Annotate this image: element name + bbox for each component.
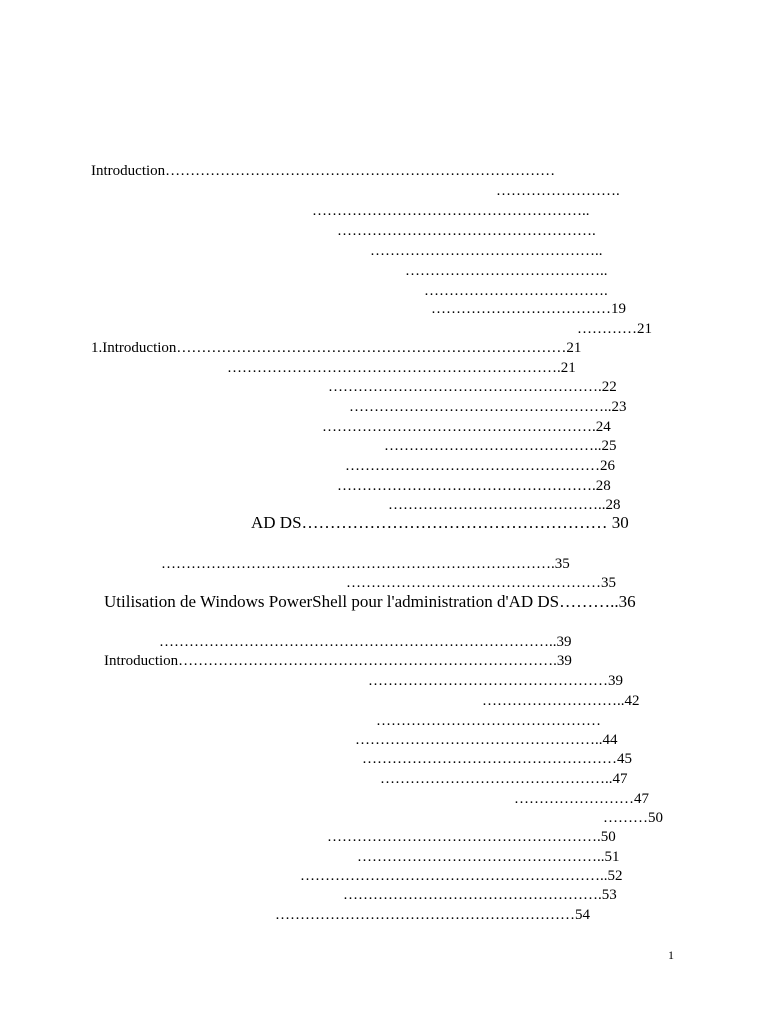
toc-entry-36	[343, 886, 617, 904]
toc-entry-leader: ……………………………………………….	[327, 829, 601, 845]
toc-entry-page: 35	[554, 556, 570, 572]
toc-entry-24	[104, 652, 572, 670]
toc-entry-label: Introduction	[91, 163, 166, 179]
toc-entry-page: 39	[556, 653, 572, 669]
toc-entry-35	[300, 867, 623, 885]
toc-entry-leader: ……………………………………………….	[322, 419, 596, 435]
toc-entry-leader: ……………………………………..	[384, 438, 602, 454]
toc-entry-page: 53	[601, 887, 617, 903]
toc-entry-page: 39	[608, 673, 623, 689]
toc-entry-leader: ………………………………………………..	[312, 203, 590, 219]
toc-entry-page: 39	[556, 634, 572, 650]
toc-entry-30	[380, 770, 628, 788]
toc-entry-19	[251, 514, 629, 532]
toc-entry-leader: ……………………………………..	[388, 497, 606, 513]
toc-entry-12	[328, 378, 617, 396]
toc-entry-page: 19	[611, 301, 626, 317]
toc-entry-leader: …………………………………………	[368, 673, 608, 689]
toc-entry-leader: ………………………………	[431, 301, 611, 317]
toc-entry-page: 30	[611, 513, 629, 532]
toc-entry-page: 54	[575, 907, 590, 923]
toc-entry-leader: ……………………………………………	[345, 458, 600, 474]
toc-entry-8	[431, 300, 626, 318]
toc-entry-leader: …………………………………………….	[343, 887, 602, 903]
toc-entry-leader: ……………………………………………………………………..	[159, 634, 557, 650]
toc-entry-label: Utilisation de Windows PowerShell pour l'administration d'AD DS	[104, 592, 560, 611]
toc-entry-leader: ………………………………………………………….	[227, 360, 561, 376]
toc-entry-leader: ……………………………….	[424, 283, 608, 299]
toc-entry-11	[227, 359, 576, 377]
toc-entry-page: 50	[648, 810, 663, 826]
toc-entry-18	[388, 496, 621, 514]
toc-entry-34	[357, 848, 620, 866]
toc-entry-28	[355, 731, 618, 749]
toc-entry-page: 21	[637, 321, 652, 337]
toc-entry-33	[327, 828, 616, 846]
toc-entry-label: Introduction	[104, 653, 179, 669]
toc-entry-25	[368, 672, 623, 690]
toc-entry-page: 35	[601, 575, 616, 591]
toc-entry-label: AD DS	[251, 513, 302, 532]
toc-entry-10	[91, 339, 581, 357]
toc-entry-page: 42	[624, 693, 640, 709]
toc-entry-17	[337, 477, 611, 495]
toc-entry-leader: ……………………………………………………	[275, 907, 575, 923]
toc-entry-leader: …………………………………………….	[337, 223, 596, 239]
toc-entry-16	[345, 457, 615, 475]
toc-entry-leader: ………………………………………………	[301, 513, 612, 532]
toc-entry-26	[482, 692, 640, 710]
toc-entry-leader: ……………………………………………	[346, 575, 601, 591]
toc-entry-leader: …………	[577, 321, 637, 337]
toc-entry-leader: ………………………..	[482, 693, 625, 709]
toc-entry-page: 22	[601, 379, 617, 395]
toc-entry-leader: ……………………………………………………………………	[165, 163, 556, 179]
toc-entry-15	[384, 437, 617, 455]
toc-entry-page: 23	[611, 399, 627, 415]
toc-entry-page: 28	[595, 478, 611, 494]
toc-entry-leader: ……………………………………………..	[349, 399, 612, 415]
toc-entry-31	[514, 790, 649, 808]
toc-entry-32	[603, 809, 663, 827]
toc-entry-page: 28	[605, 497, 621, 513]
toc-entry-6	[405, 262, 608, 280]
toc-entry-27	[376, 712, 601, 730]
toc-entry-37	[275, 906, 590, 924]
toc-entry-2	[496, 182, 620, 200]
toc-entry-leader: …………………………………………..	[355, 732, 603, 748]
toc-entry-5	[370, 242, 603, 260]
toc-entry-page: 50	[600, 829, 616, 845]
toc-entry-9	[577, 320, 652, 338]
toc-entry-page: 26	[600, 458, 615, 474]
toc-entry-14	[322, 418, 611, 436]
toc-entry-page: 47	[634, 791, 649, 807]
toc-entry-leader: …………………………………………….	[337, 478, 596, 494]
toc-entry-leader: …………………………………………………………………….	[161, 556, 555, 572]
toc-entry-page: 36	[618, 592, 636, 611]
toc-entry-page: 25	[601, 438, 617, 454]
toc-entry-22	[104, 593, 636, 611]
toc-entry-20	[161, 555, 570, 573]
toc-entry-leader: ………………………………………	[376, 713, 601, 729]
toc-entry-21	[346, 574, 616, 592]
toc-entry-7	[424, 282, 608, 300]
toc-entry-page: 21	[560, 360, 576, 376]
toc-entry-leader: ………………………………………..	[380, 771, 613, 787]
toc-entry-leader: …………………………………..	[405, 263, 608, 279]
toc-entry-leader: ………………………………………………………………….	[178, 653, 557, 669]
toc-entry-leader: ……………………………………………	[362, 751, 617, 767]
toc-entry-page: 44	[602, 732, 618, 748]
toc-entry-29	[362, 750, 632, 768]
toc-entry-leader: ………..	[559, 592, 619, 611]
toc-entry-3	[312, 202, 590, 220]
toc-entry-leader: ……………………	[514, 791, 634, 807]
toc-entry-page: 21	[566, 340, 582, 356]
toc-entry-page: 45	[617, 751, 632, 767]
toc-entry-1	[91, 162, 555, 180]
toc-entry-leader: …………………….	[496, 183, 620, 199]
toc-entry-page: 47	[612, 771, 628, 787]
toc-entry-leader: ……………………………………………………………………	[176, 340, 567, 356]
toc-entry-page: 52	[607, 868, 623, 884]
toc-entry-page: 24	[595, 419, 611, 435]
page-number: 1	[668, 948, 674, 962]
toc-entry-13	[349, 398, 627, 416]
toc-entry-23	[159, 633, 572, 651]
toc-entry-page: 51	[604, 849, 620, 865]
toc-entry-leader: …………………………………………..	[357, 849, 605, 865]
toc-entry-leader: ……………………………………………….	[328, 379, 602, 395]
toc-entry-leader: ………………………………………..	[370, 243, 603, 259]
toc-entry-4	[337, 222, 596, 240]
toc-entry-label: 1.Introduction	[91, 340, 177, 356]
toc-entry-leader: ……………………………………………………..	[300, 868, 608, 884]
toc-entry-leader: ………	[603, 810, 648, 826]
